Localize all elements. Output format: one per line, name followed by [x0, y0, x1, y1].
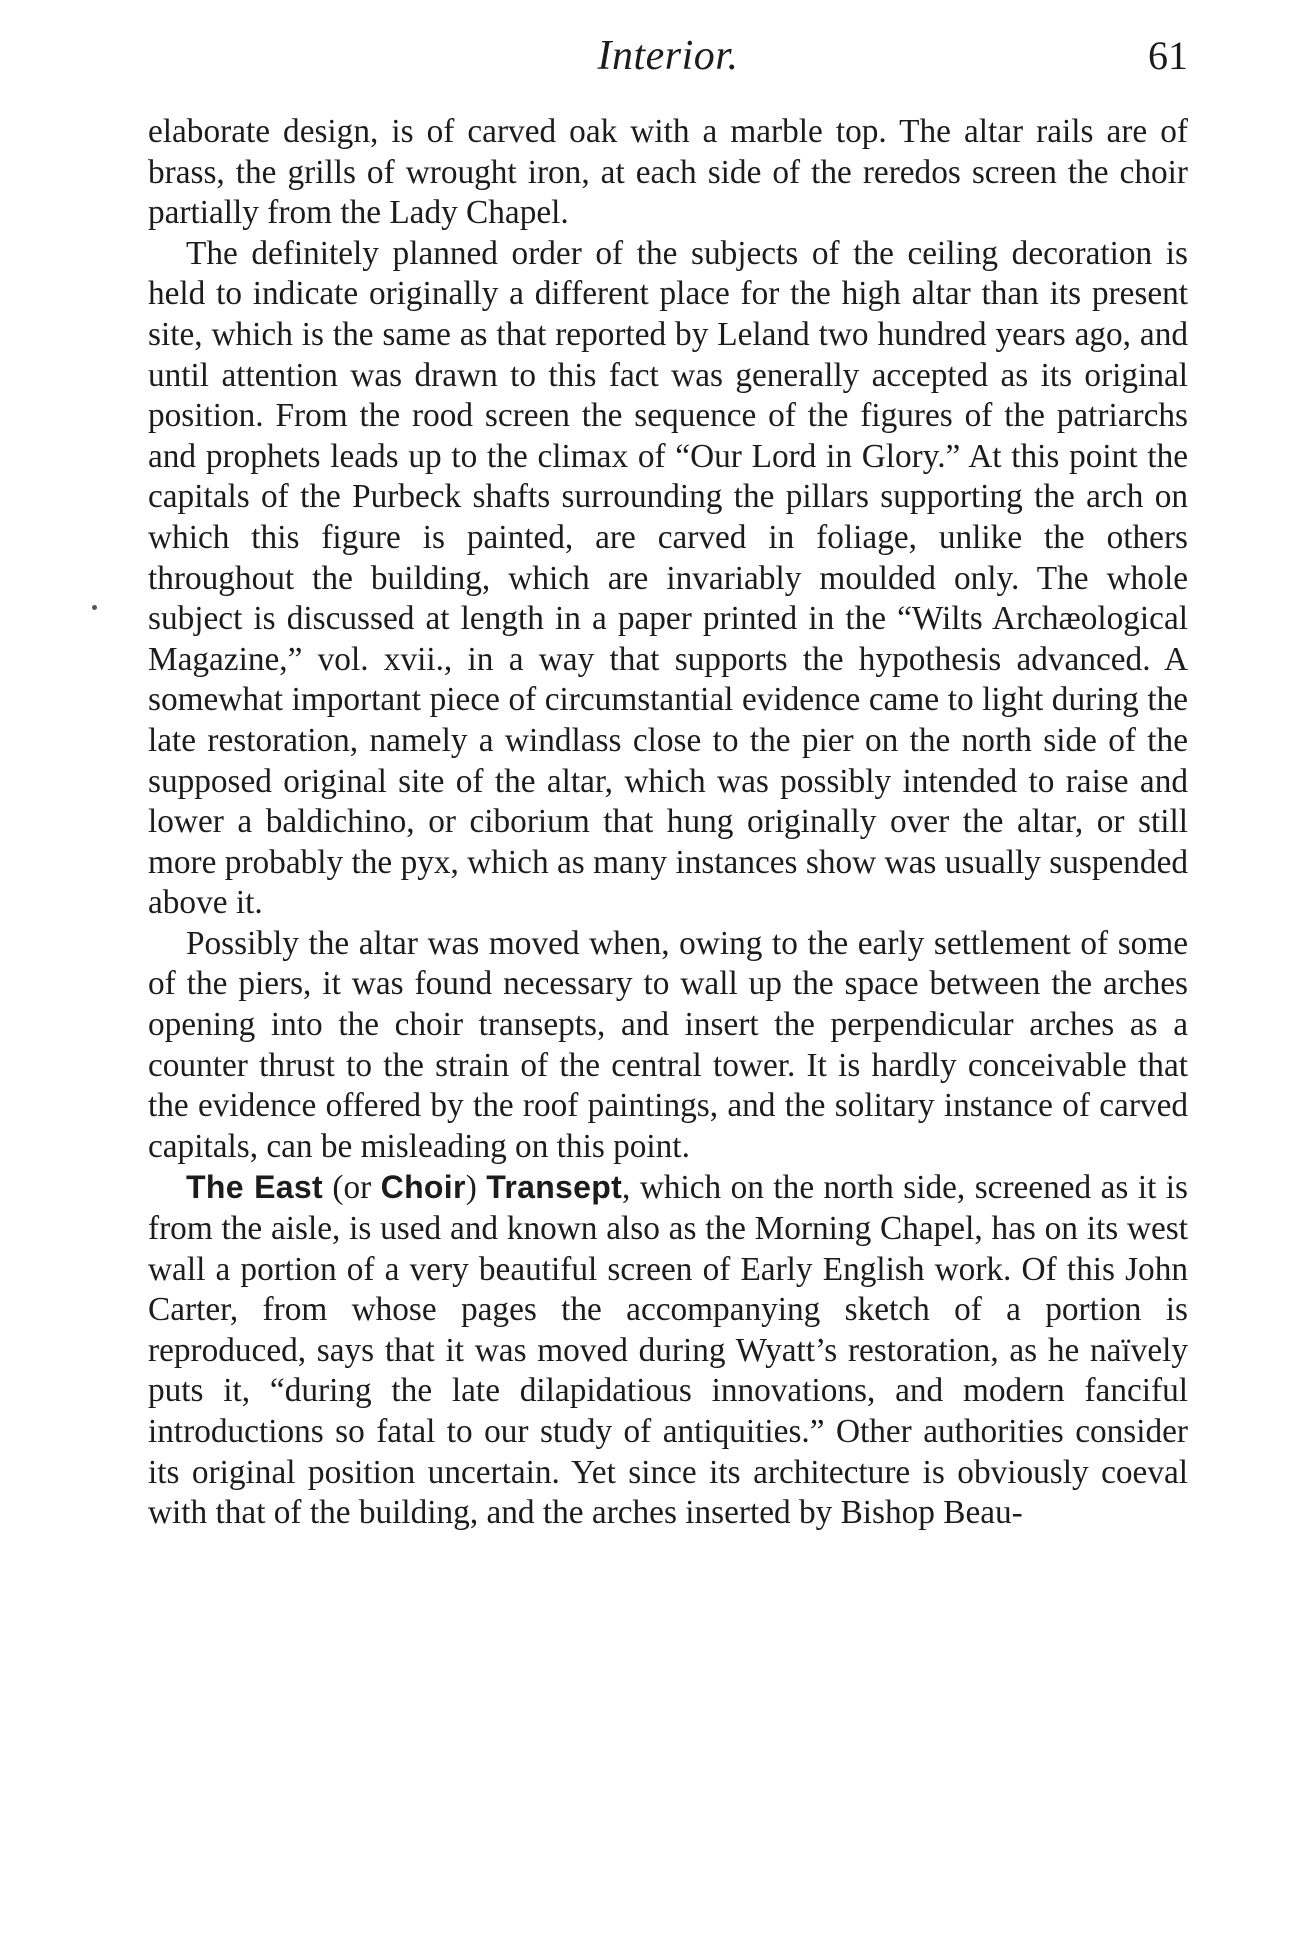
paragraph-east-transept	[148, 1167, 1188, 1533]
page-number: 61	[1148, 33, 1188, 78]
section-heading-choir: Choir	[380, 1169, 466, 1206]
paragraph-east-transept-text: , which on the north side, screened as it is from the aisle, is used and known also as the Morning Chapel, has on its west wall a portion of a very beautiful screen of Early English work. Of this John Carter, from whose pages the accompanying sketch of a portion is reproduced, says that it was moved during Wyatt’s restoration, as he naïvely puts it, “during the late dilapidatious innovations, and modern fanciful introductions so fatal to our study of antiquities.” Other authorities consider its original position uncertain. Yet since its architecture is obviously coeval with that of the building, and the arches inserted by Bishop Beau-	[148, 1169, 1188, 1532]
running-header	[148, 26, 1188, 86]
section-heading-transept: Transept	[486, 1169, 623, 1206]
body-text	[148, 112, 1188, 1534]
paragraph-continued: elaborate design, is of carved oak with a marble top. The altar rails are of brass, the grills of wrought iron, at each side of the reredos screen the choir partially from the Lady Chapel.	[148, 113, 1188, 232]
paragraph-ceiling-decoration: The definitely planned order of the subjects of the ceiling decoration is held to indicate originally a different place for the high altar than its present site, which is the same as that reported by Leland two hundred years ago, and until attention was drawn to this fact was generally accepted as its original position. From the rood screen the sequence of the figures of the patriarchs and prophets leads up to the climax of “Our Lord in Glory.” At this point the capitals of the Purbeck shafts surrounding the pillars supporting the arch on which this figure is painted, are carved in foliage, unlike the others throughout the building, which are invariably moulded only. The whole subject is discussed at length in a paper printed in the “Wilts Archæological Magazine,” vol. xvii., in a way that supports the hypothesis advanced. A somewhat important piece of circumstantial evidence came to light during the late restoration, namely a windlass close to the pier on the north side of the supposed original site of the altar, which was possibly intended to raise and lower a baldichino, or ciborium that hung originally over the altar, or still more probably the pyx, which as many instances show was usually suspended above it.	[148, 234, 1188, 922]
paragraph-altar-moved: Possibly the altar was moved when, owing to the early settlement of some of the piers, it was found necessary to wall up the space between the arches opening into the choir transepts, and insert the perpendicular arches as a counter thrust to the strain of the central tower. It is hardly conceivable that the evidence offered by the roof paintings, and the solitary instance of carved capitals, can be misleading on this point.	[148, 924, 1188, 1165]
running-title: Interior.	[597, 33, 739, 79]
section-heading-the-east: The East	[186, 1169, 323, 1206]
stray-ink-dot	[92, 605, 97, 610]
heading-paren-open: (or	[322, 1169, 381, 1207]
heading-paren-close: )	[465, 1169, 487, 1207]
